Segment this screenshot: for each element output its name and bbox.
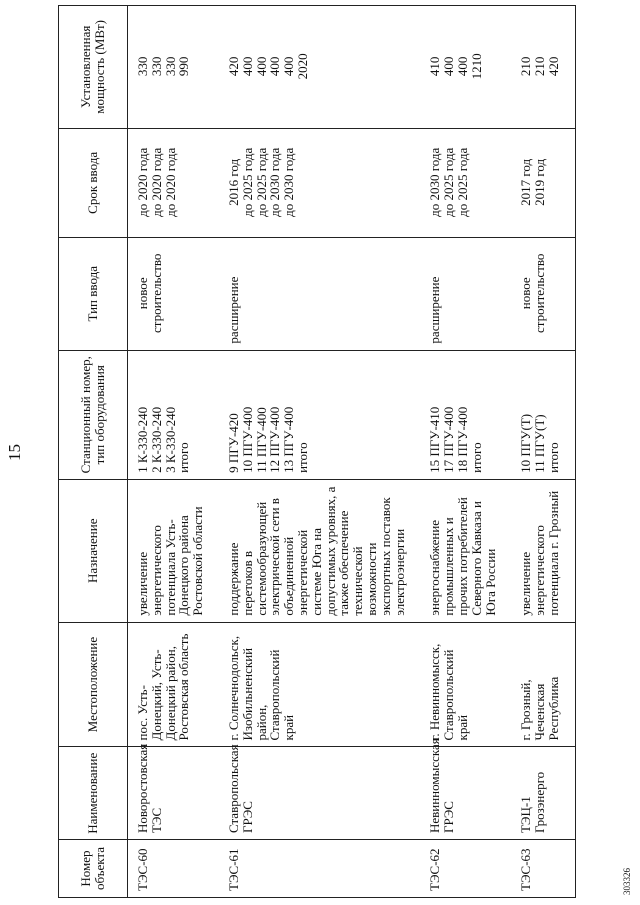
station-number-cell-line: 10 ПГУ(Т)	[518, 413, 534, 473]
station-number-cell-line: 1 К-330-240	[135, 406, 150, 473]
installed-power-cell	[219, 6, 420, 129]
table-row	[128, 6, 219, 898]
input-term-cell-line: до 2030 года	[281, 147, 297, 217]
object-number-cell: ТЭС-61	[219, 840, 420, 898]
installed-power-cell-line: 210	[518, 56, 534, 77]
power-plants-table	[58, 5, 576, 898]
plant-name-cell: ТЭЦ-1 Грозэнерго	[511, 747, 575, 840]
station-number-cell-line: 18 ПГУ-400	[454, 406, 470, 473]
document-code: 303326	[622, 868, 632, 895]
installed-power-cell	[128, 6, 219, 129]
installed-power-cell-line: 400	[441, 56, 457, 77]
station-number-cell-line: итого	[294, 442, 310, 473]
purpose-cell: увеличение энергетического потенциала Усть-Донецкого района Ростовской области	[128, 479, 219, 622]
header-installed-power: Установленная мощность (МВт)	[59, 6, 128, 129]
installed-power-cell-line: 400	[253, 56, 269, 77]
location-cell: г. Солнечнодольск, Изобильненский район, Ставропольский край	[219, 622, 420, 747]
station-number-cell-line: 2 К-330-240	[148, 406, 164, 473]
header-input-type: Тип ввода	[59, 237, 128, 350]
installed-power-cell-line: 400	[454, 56, 470, 77]
header-name: Наименование	[59, 747, 128, 840]
object-number-cell: ТЭС-63	[511, 840, 575, 898]
input-term-cell-line: 2019 год	[532, 158, 548, 206]
location-cell: г. Грозный, Чеченская Республика	[511, 622, 575, 747]
input-term-cell-line: до 2025 года	[253, 147, 269, 217]
object-number-cell: ТЭС-62	[420, 840, 511, 898]
installed-power-cell-line: 400	[281, 56, 297, 77]
input-term-cell	[420, 128, 511, 237]
header-purpose: Назначение	[59, 479, 128, 622]
station-number-cell	[511, 350, 575, 479]
plant-name-cell: Новоростовская ТЭС	[128, 747, 219, 840]
station-number-cell-line: 10 ПГУ-400	[239, 406, 255, 473]
location-cell: г. Невинномысск, Ставропольский край	[420, 622, 511, 747]
installed-power-cell-line: 1210	[468, 53, 484, 80]
input-term-cell-line	[177, 134, 191, 231]
station-number-cell-line: 15 ПГУ-410	[427, 406, 443, 473]
input-term-cell-line: до 2020 года	[148, 147, 164, 217]
installed-power-cell	[511, 6, 575, 129]
input-term-cell-line: до 2025 года	[441, 147, 457, 217]
object-number-cell: ТЭС-60	[128, 840, 219, 898]
station-number-cell	[420, 350, 511, 479]
installed-power-cell-line: 990	[176, 56, 192, 77]
station-number-cell-line: 11 ПГУ-400	[253, 407, 269, 473]
purpose-cell: увеличение энергетического потенциала г. Грозный	[511, 479, 575, 622]
station-number-cell-line: 17 ПГУ-400	[441, 406, 457, 473]
header-station-number: Станционный номер, тип оборудования	[59, 350, 128, 479]
input-term-cell-line: до 2030 года	[427, 147, 443, 217]
input-term-cell-line: до 2020 года	[135, 147, 150, 217]
station-number-cell-line: 3 К-330-240	[162, 406, 178, 473]
input-type-cell: новое строительство	[128, 237, 219, 350]
input-term-cell-line: до 2030 года	[267, 147, 283, 217]
installed-power-cell-line: 330	[135, 56, 150, 77]
installed-power-cell-line: 330	[148, 56, 164, 77]
input-term-cell-line: до 2020 года	[162, 147, 178, 217]
installed-power-cell-line: 210	[532, 56, 548, 77]
input-term-cell-line	[470, 134, 484, 231]
installed-power-cell-line: 330	[162, 56, 178, 77]
station-number-cell-line: итого	[545, 442, 561, 473]
installed-power-cell	[420, 6, 511, 129]
table-row	[511, 6, 575, 898]
location-cell: пос. Усть-Донецкий, Усть-Донецкий район, Ростовская область	[128, 622, 219, 747]
plant-name-cell: Невинномысская ГРЭС	[420, 747, 511, 840]
table-row	[219, 6, 420, 898]
input-term-cell-line: до 2025 года	[239, 147, 255, 217]
station-number-cell	[128, 350, 219, 479]
station-number-cell-line: 13 ПГУ-400	[281, 406, 297, 473]
input-type-cell: расширение	[219, 237, 420, 350]
input-term-cell	[511, 128, 575, 237]
station-number-cell-line: итого	[468, 442, 484, 473]
input-type-cell: новое строительство	[511, 237, 575, 350]
page-number: 15	[5, 444, 24, 461]
installed-power-cell-line: 400	[267, 56, 283, 77]
input-term-cell-line: 2017 год	[518, 158, 534, 206]
table-row	[420, 6, 511, 898]
station-number-cell-line: 9 ПГУ-420	[225, 413, 241, 473]
purpose-cell: энергоснабжение промышленных и прочих потребителей Северного Кавказа и Юга России	[420, 479, 511, 622]
installed-power-cell-line: 2020	[294, 53, 310, 80]
installed-power-cell-line: 420	[545, 56, 561, 77]
station-number-cell-line: 12 ПГУ-400	[267, 406, 283, 473]
header-location: Местоположение	[59, 622, 128, 747]
header-input-term: Срок ввода	[59, 128, 128, 237]
table-header-row	[59, 6, 128, 898]
input-type-cell: расширение	[420, 237, 511, 350]
purpose-cell: поддержание перетоков в системообразующей электрической сети в объединенной энергетической системе Юга на допустимых уровнях, а также обеспечение технической возможности экспортных поставок электроэнергии	[219, 479, 420, 622]
input-term-cell-line	[296, 134, 310, 231]
input-term-cell-line: до 2025 года	[454, 147, 470, 217]
plant-name-cell: Ставропольская ГРЭС	[219, 747, 420, 840]
installed-power-cell-line: 400	[239, 56, 255, 77]
station-number-cell-line: итого	[176, 442, 192, 473]
input-term-cell-line	[547, 134, 561, 231]
installed-power-cell-line: 410	[427, 56, 443, 77]
table-body	[128, 6, 576, 898]
input-term-cell-line: 2016 год	[225, 158, 241, 206]
input-term-cell	[219, 128, 420, 237]
station-number-cell	[219, 350, 420, 479]
input-term-cell	[128, 128, 219, 237]
header-object-number: Номер объекта	[59, 840, 128, 898]
station-number-cell-line: 11 ПГУ(Т)	[532, 414, 548, 473]
installed-power-cell-line: 420	[225, 56, 241, 77]
